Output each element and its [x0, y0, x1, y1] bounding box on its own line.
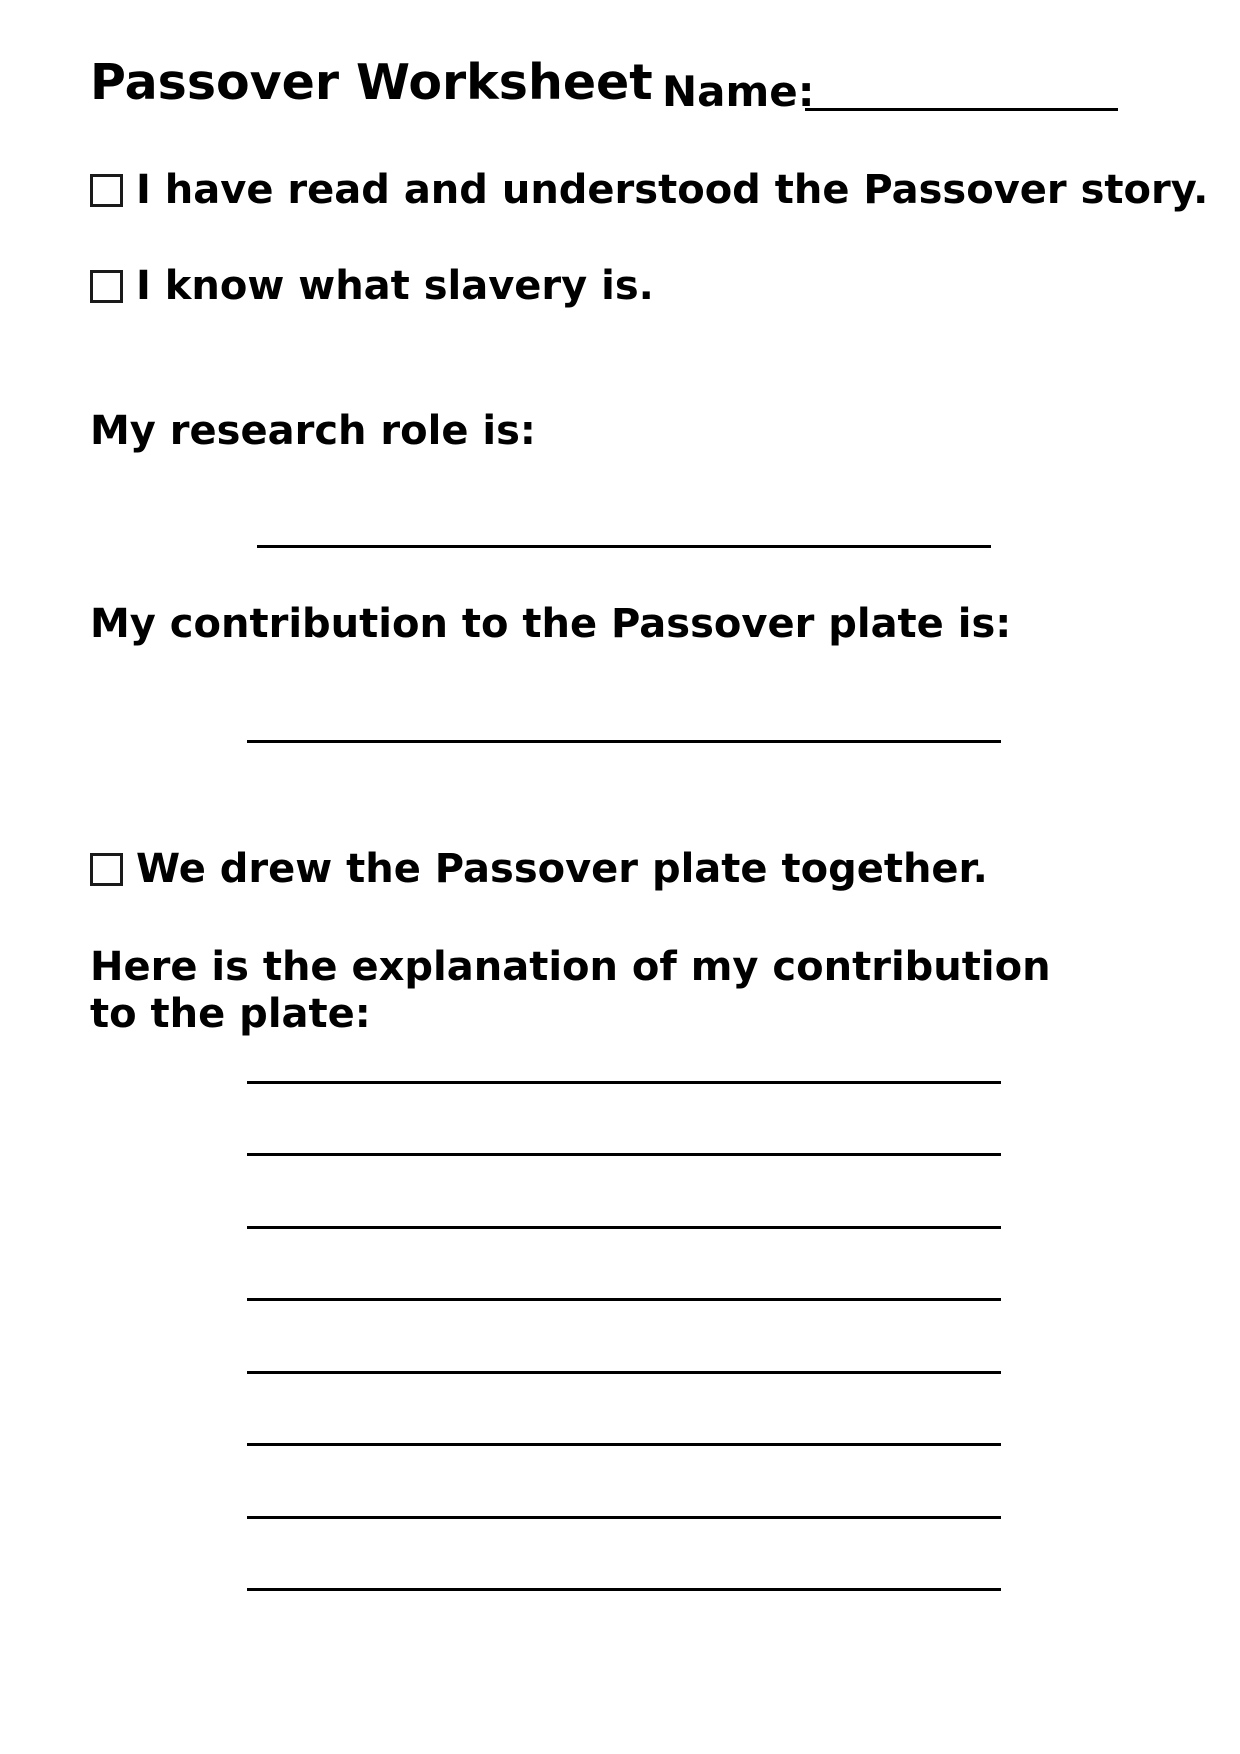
checklist-item-drew-plate[interactable] [90, 846, 988, 892]
checklist-label: We drew the Passover plate together. [136, 846, 988, 892]
checkbox-slavery[interactable] [90, 270, 123, 303]
checklist-label: I know what slavery is. [136, 263, 654, 309]
checklist-item-read-story[interactable] [90, 167, 1209, 213]
explanation-line[interactable] [247, 1516, 1001, 1519]
checkbox-read-story[interactable] [90, 174, 123, 207]
checkbox-drew-plate[interactable] [90, 853, 123, 886]
explanation-line[interactable] [247, 1081, 1001, 1084]
contribution-field[interactable] [247, 740, 1001, 743]
explanation-line[interactable] [247, 1153, 1001, 1156]
contribution-prompt: My contribution to the Passover plate is: [90, 601, 1012, 647]
name-label: Name: [662, 67, 815, 116]
explanation-line[interactable] [247, 1226, 1001, 1229]
name-field[interactable] [805, 108, 1118, 111]
explanation-line[interactable] [247, 1443, 1001, 1446]
checklist-label: I have read and understood the Passover story. [136, 167, 1209, 213]
research-role-field[interactable] [257, 545, 991, 548]
explanation-line[interactable] [247, 1298, 1001, 1301]
explanation-prompt: Here is the explanation of my contribution to the plate: [90, 944, 1051, 1037]
research-role-prompt: My research role is: [90, 408, 536, 454]
checklist-item-slavery[interactable] [90, 263, 654, 309]
page-title: Passover Worksheet [90, 54, 653, 111]
explanation-line[interactable] [247, 1371, 1001, 1374]
explanation-line[interactable] [247, 1588, 1001, 1591]
